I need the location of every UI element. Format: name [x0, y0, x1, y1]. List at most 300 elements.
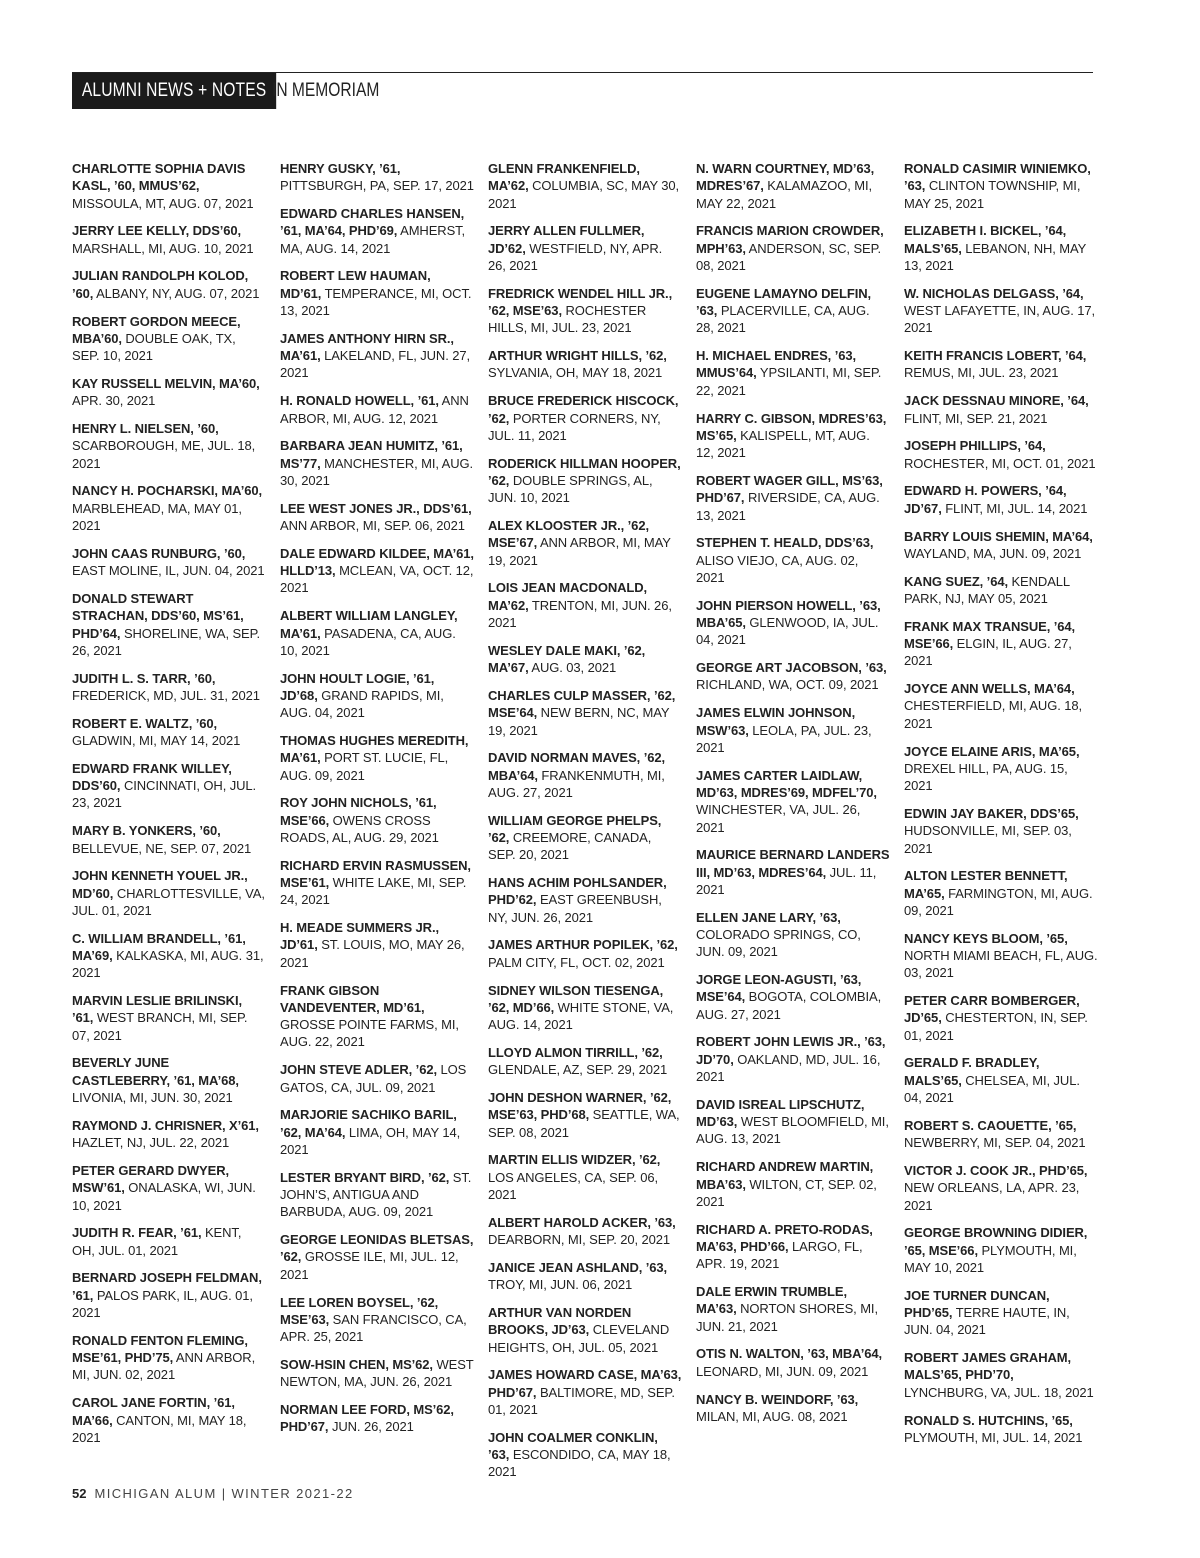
location-date: MARSHALL, MI, AUG. 10, 2021	[72, 240, 254, 256]
obituary-entry	[488, 517, 682, 569]
alumni-name: JORGE LEON-AGUSTI, ’63, MSE’64,	[696, 972, 862, 1005]
alumni-name: GEORGE ART JACOBSON, ’63,	[696, 660, 887, 676]
obituary-entry	[488, 749, 682, 801]
location-date: ANN ARBOR, MI, SEP. 06, 2021	[280, 518, 465, 534]
location-date: APR. 30, 2021	[72, 393, 156, 409]
alumni-name: DAVID ISREAL LIPSCHUTZ, MD’63,	[696, 1096, 865, 1130]
location-date: RICHLAND, WA, OCT. 09, 2021	[696, 677, 879, 693]
location-date: RIVERSIDE, CA, AUG. 13, 2021	[696, 490, 880, 523]
location-date: ST. JOHN’S, ANTIGUA AND BARBUDA, AUG. 09, 2021	[280, 1169, 472, 1220]
obituary-entry	[488, 1429, 682, 1481]
location-date: KENDALL PARK, NJ, MAY 05, 2021	[904, 573, 1070, 606]
location-date: PALOS PARK, IL, AUG. 01, 2021	[72, 1287, 253, 1321]
alumni-name: EDWARD FRANK WILLEY, DDS’60,	[72, 760, 232, 794]
alumni-name: FRANK GIBSON VANDEVENTER, MD’61,	[280, 982, 425, 1015]
obituary-entry	[72, 992, 266, 1044]
obituary-entry	[904, 743, 1098, 795]
location-date: LEONARD, MI, JUN. 09, 2021	[696, 1363, 869, 1379]
alumni-name: HENRY L. NIELSEN, ’60,	[72, 421, 219, 437]
alumni-name: BRUCE FREDERICK HISCOCK, ’62,	[488, 393, 679, 426]
alumni-name: THOMAS HUGHES MEREDITH, MA’61,	[280, 733, 469, 766]
location-date: MCLEAN, VA, OCT. 12, 2021	[280, 563, 474, 596]
alumni-name: EUGENE LAMAYNO DELFIN, ’63,	[696, 285, 872, 319]
obituary-entry	[72, 1394, 266, 1446]
alumni-name: GERALD F. BRADLEY, MALS’65,	[904, 1055, 1040, 1088]
obituary-entry	[280, 857, 474, 909]
alumni-name: GLENN FRANKENFIELD, MA’62,	[488, 161, 640, 194]
location-date: EAST GREENBUSH, NY, JUN. 26, 2021	[488, 892, 662, 925]
obituary-entry	[904, 1224, 1098, 1276]
obituary-entry	[696, 1283, 890, 1335]
location-date: SYLVANIA, OH, MAY 18, 2021	[488, 365, 663, 381]
alumni-name: LEE WEST JONES JR., DDS’61,	[280, 500, 472, 516]
obituary-entry	[696, 767, 890, 836]
obituary-entry	[904, 805, 1098, 857]
alumni-name: MARY B. YONKERS, ’60,	[72, 823, 221, 839]
location-date: PORT ST. LUCIE, FL, AUG. 09, 2021	[280, 750, 449, 783]
location-date: NEW ORLEANS, LA, APR. 23, 2021	[904, 1180, 1080, 1213]
obituary-entry	[280, 1294, 474, 1346]
location-date: LIMA, OH, MAY 14, 2021	[280, 1124, 461, 1157]
alumni-name: LESTER BRYANT BIRD, ’62,	[280, 1169, 450, 1185]
location-date: PORTER CORNERS, NY, JUL. 11, 2021	[488, 410, 661, 443]
location-date: SCARBOROUGH, ME, JUL. 18, 2021	[72, 438, 256, 471]
location-date: AUG. 03, 2021	[531, 660, 617, 676]
obituary-entry	[280, 919, 474, 971]
location-date: MARBLEHEAD, MA, MAY 01, 2021	[72, 500, 242, 534]
alumni-name: JOHN DESHON WARNER, ’62, MSE’63, PHD’68,	[488, 1090, 672, 1123]
location-date: AMHERST, MA, AUG. 14, 2021	[280, 223, 466, 256]
obituary-entry	[72, 590, 266, 659]
location-date: REMUS, MI, JUL. 23, 2021	[904, 365, 1059, 381]
location-date: NORTH MIAMI BEACH, FL, AUG. 03, 2021	[904, 947, 1098, 981]
obituary-entry	[280, 670, 474, 722]
location-date: GROSSE POINTE FARMS, MI, AUG. 22, 2021	[280, 1017, 459, 1050]
obituary-entry	[696, 222, 890, 274]
location-date: PLYMOUTH, MI, MAY 10, 2021	[904, 1242, 1077, 1275]
obituary-entry	[280, 545, 474, 597]
obituary-entry	[696, 1033, 890, 1085]
location-date: CHESTERFIELD, MI, AUG. 18, 2021	[904, 698, 1082, 731]
obituary-entry	[72, 222, 266, 257]
alumni-name: RICHARD ANDREW MARTIN, MBA’63,	[696, 1159, 874, 1192]
location-date: ONALASKA, WI, JUN. 10, 2021	[72, 1180, 256, 1213]
location-date: EAST MOLINE, IL, JUN. 04, 2021	[72, 563, 265, 579]
location-date: CHARLOTTESVILLE, VA, JUL. 01, 2021	[72, 885, 265, 918]
obituary-entry	[904, 482, 1098, 517]
obituary-entry	[696, 160, 890, 212]
obituary-entry	[488, 642, 682, 677]
obituary-entry	[280, 794, 474, 846]
location-date: CINCINNATI, OH, JUL. 23, 2021	[72, 778, 257, 811]
obituary-entry	[72, 313, 266, 365]
obituary-entry	[488, 347, 682, 382]
location-date: FRANKENMUTH, MI, AUG. 27, 2021	[488, 767, 665, 800]
location-date: WILTON, CT, SEP. 02, 2021	[696, 1176, 877, 1209]
alumni-name: JOHN PIERSON HOWELL, ’63, MBA’65,	[696, 597, 881, 631]
location-date: ANDERSON, SC, SEP. 08, 2021	[696, 240, 882, 273]
alumni-name: ROBERT E. WALTZ, ’60,	[72, 715, 218, 731]
location-date: GROSSE ILE, MI, JUL. 12, 2021	[280, 1249, 459, 1282]
alumni-name: PETER GERARD DWYER, MSW’61,	[72, 1162, 230, 1196]
alumni-name: STEPHEN T. HEALD, DDS’63,	[696, 535, 874, 551]
alumni-name: FRANK MAX TRANSUE, ’64, MSE’66,	[904, 618, 1076, 652]
obituary-entry	[904, 1412, 1098, 1447]
location-date: TEMPERANCE, MI, OCT. 13, 2021	[280, 285, 472, 319]
alumni-name: EDWARD CHARLES HANSEN, ’61, MA’64, PHD’69,	[280, 206, 465, 239]
alumni-name: BEVERLY JUNE CASTLEBERRY, ’61, MA’68,	[72, 1055, 239, 1088]
alumni-name: JUDITH R. FEAR, ’61,	[72, 1225, 202, 1241]
alumni-name: JOSEPH PHILLIPS, ’64,	[904, 438, 1046, 454]
alumni-name: WESLEY DALE MAKI, ’62, MA’67,	[488, 642, 646, 676]
alumni-name: JAMES HOWARD CASE, MA’63, PHD’67,	[488, 1367, 682, 1400]
obituary-entry	[488, 1304, 682, 1356]
alumni-name: CAROL JANE FORTIN, ’61, MA’66,	[72, 1395, 235, 1428]
obituary-entry	[904, 347, 1098, 382]
location-date: ANN ARBOR, MI, JUN. 02, 2021	[72, 1350, 256, 1383]
page-header	[72, 72, 1093, 109]
alumni-name: DONALD STEWART STRACHAN, DDS’60, MS’61, PHD’64,	[72, 590, 244, 641]
alumni-name: OTIS N. WALTON, ’63, MBA’64,	[696, 1346, 882, 1362]
obituary-entry	[280, 437, 474, 489]
location-date: PLACERVILLE, CA, AUG. 28, 2021	[696, 303, 870, 336]
location-date: FARMINGTON, MI, AUG. 09, 2021	[904, 885, 1093, 918]
alumni-name: RONALD FENTON FLEMING, MSE’61, PHD’75,	[72, 1332, 248, 1366]
obituary-entry	[280, 732, 474, 784]
alumni-name: ROBERT JAMES GRAHAM, MALS’65, PHD’70,	[904, 1350, 1072, 1383]
obituary-entry	[488, 160, 682, 212]
location-date: LIVONIA, MI, JUN. 30, 2021	[72, 1090, 233, 1106]
obituary-entry	[904, 1162, 1098, 1214]
obituary-columns	[72, 160, 1102, 1480]
location-date: WHITE STONE, VA, AUG. 14, 2021	[488, 999, 674, 1033]
obituary-entry	[72, 1054, 266, 1106]
obituary-entry	[72, 715, 266, 750]
alumni-name: JANICE JEAN ASHLAND, ’63,	[488, 1259, 668, 1275]
obituary-entry	[488, 1214, 682, 1249]
alumni-name: LEE LOREN BOYSEL, ’62, MSE’63,	[280, 1294, 439, 1327]
location-date: GRAND RAPIDS, MI, AUG. 04, 2021	[280, 687, 444, 721]
location-date: TERRE HAUTE, IN, JUN. 04, 2021	[904, 1305, 1070, 1338]
alumni-name: JOHN KENNETH YOUEL JR., MD’60,	[72, 868, 248, 901]
alumni-name: RODERICK HILLMAN HOOPER, ’62,	[488, 455, 681, 488]
location-date: KALISPELL, MT, AUG. 12, 2021	[696, 427, 870, 461]
obituary-entry	[488, 455, 682, 507]
location-date: KALAMAZOO, MI, MAY 22, 2021	[696, 178, 873, 211]
alumni-name: ROY JOHN NICHOLS, ’61, MSE’66,	[280, 795, 437, 828]
alumni-name: N. WARN COURTNEY, MD’63, MDRES’67,	[696, 161, 875, 194]
obituary-entry	[696, 1221, 890, 1273]
location-date: YPSILANTI, MI, SEP. 22, 2021	[696, 365, 882, 398]
obituary-entry	[488, 222, 682, 274]
alumni-name: JACK DESSNAU MINORE, ’64,	[904, 393, 1089, 409]
obituary-entry	[72, 482, 266, 534]
alumni-name: JOHN STEVE ADLER, ’62,	[280, 1062, 437, 1078]
obituary-column	[904, 160, 1098, 1450]
alumni-name: HANS ACHIM POHLSANDER, PHD’62,	[488, 875, 667, 908]
alumni-name: JAMES ARTHUR POPILEK, ’62,	[488, 937, 678, 953]
location-date: LAKELAND, FL, JUN. 27, 2021	[280, 348, 471, 381]
obituary-entry	[904, 680, 1098, 732]
location-date: PITTSBURGH, PA, SEP. 17, 2021	[280, 178, 474, 194]
alumni-name: JOYCE ELAINE ARIS, MA’65,	[904, 743, 1080, 759]
obituary-entry	[696, 971, 890, 1023]
obituary-entry	[72, 760, 266, 812]
obituary-entry	[72, 670, 266, 705]
alumni-name: JERRY ALLEN FULLMER, JD’62,	[488, 223, 645, 256]
alumni-name: EDWIN JAY BAKER, DDS’65,	[904, 805, 1079, 821]
alumni-name: RONALD S. HUTCHINS, ’65,	[904, 1412, 1073, 1428]
alumni-name: RICHARD ERVIN RASMUSSEN, MSE’61,	[280, 857, 471, 891]
section-title: IN MEMORIAM	[272, 80, 380, 101]
obituary-entry	[280, 1401, 474, 1436]
section-label: ALUMNI NEWS + NOTES	[72, 73, 276, 109]
location-date: BELLEVUE, NE, SEP. 07, 2021	[72, 840, 252, 856]
alumni-name: NORMAN LEE FORD, MS’62, PHD’67,	[280, 1402, 454, 1435]
obituary-entry	[72, 930, 266, 982]
alumni-name: JOYCE ANN WELLS, MA’64,	[904, 681, 1075, 697]
obituary-entry	[280, 160, 474, 195]
obituary-entry	[904, 222, 1098, 274]
location-date: DOUBLE SPRINGS, AL, JUN. 10, 2021	[488, 472, 653, 506]
obituary-entry	[904, 618, 1098, 670]
obituary-entry	[488, 812, 682, 864]
obituary-entry	[696, 909, 890, 961]
obituary-entry	[488, 579, 682, 631]
obituary-entry	[72, 822, 266, 857]
obituary-entry	[696, 410, 890, 462]
location-date: JUN. 26, 2021	[331, 1419, 414, 1435]
location-date: DREXEL HILL, PA, AUG. 15, 2021	[904, 760, 1068, 794]
obituary-entry	[72, 1162, 266, 1214]
alumni-name: MARJORIE SACHIKO BARIL, ’62, MA’64,	[280, 1107, 457, 1140]
alumni-name: FRANCIS MARION CROWDER, MPH’63,	[696, 223, 884, 256]
obituary-entry	[280, 1106, 474, 1158]
obituary-entry	[904, 992, 1098, 1044]
alumni-name: NANCY KEYS BLOOM, ’65,	[904, 930, 1068, 946]
location-date: SEATTLE, WA, SEP. 08, 2021	[488, 1107, 680, 1140]
location-date: LOS ANGELES, CA, SEP. 06, 2021	[488, 1169, 658, 1203]
obituary-entry	[696, 704, 890, 756]
location-date: PALM CITY, FL, OCT. 02, 2021	[488, 954, 665, 970]
alumni-name: H. MICHAEL ENDRES, ’63, MMUS’64,	[696, 348, 856, 381]
obituary-entry	[696, 534, 890, 586]
obituary-entry	[488, 285, 682, 337]
obituary-entry	[696, 347, 890, 399]
alumni-name: WILLIAM GEORGE PHELPS, ’62,	[488, 812, 662, 845]
location-date: ANN ARBOR, MI, MAY 19, 2021	[488, 535, 671, 568]
location-date: GLENDALE, AZ, SEP. 29, 2021	[488, 1062, 668, 1078]
location-date: LYNCHBURG, VA, JUL. 18, 2021	[904, 1384, 1094, 1400]
obituary-entry	[696, 597, 890, 649]
alumni-name: ROBERT JOHN LEWIS JR., ’63, JD’70,	[696, 1034, 886, 1067]
alumni-name: KEITH FRANCIS LOBERT, ’64,	[904, 348, 1087, 364]
alumni-name: W. NICHOLAS DELGASS, ’64,	[904, 285, 1084, 301]
alumni-name: C. WILLIAM BRANDELL, ’61, MA’69,	[72, 930, 246, 963]
alumni-name: ALBERT HAROLD ACKER, ’63,	[488, 1214, 676, 1230]
obituary-entry	[488, 1151, 682, 1203]
alumni-name: JOHN CAAS RUNBURG, ’60,	[72, 545, 246, 561]
location-date: LEBANON, NH, MAY 13, 2021	[904, 240, 1086, 273]
alumni-name: ROBERT GORDON MEECE, MBA’60,	[72, 313, 241, 346]
location-date: MISSOULA, MT, AUG. 07, 2021	[72, 195, 254, 211]
obituary-entry	[904, 1117, 1098, 1152]
location-date: PASADENA, CA, AUG. 10, 2021	[280, 625, 456, 658]
obituary-entry	[696, 1345, 890, 1380]
obituary-entry	[488, 1366, 682, 1418]
location-date: ESCONDIDO, CA, MAY 18, 2021	[488, 1447, 671, 1480]
location-date: DOUBLE OAK, TX, SEP. 10, 2021	[72, 330, 236, 364]
obituary-entry	[280, 982, 474, 1051]
obituary-entry	[904, 285, 1098, 337]
location-date: COLORADO SPRINGS, CO, JUN. 09, 2021	[696, 926, 861, 960]
location-date: CHELSEA, MI, JUL. 04, 2021	[904, 1072, 1080, 1106]
location-date: CLINTON TOWNSHIP, MI, MAY 25, 2021	[904, 178, 1081, 211]
alumni-name: JOE TURNER DUNCAN, PHD’65,	[904, 1287, 1050, 1321]
obituary-entry	[280, 1169, 474, 1221]
alumni-name: RAYMOND J. CHRISNER, X’61,	[72, 1117, 259, 1133]
obituary-column	[696, 160, 890, 1450]
obituary-entry	[72, 1269, 266, 1321]
location-date: LEOLA, PA, JUL. 23, 2021	[696, 722, 872, 755]
alumni-name: HENRY GUSKY, ’61,	[280, 161, 401, 176]
location-date: GLADWIN, MI, MAY 14, 2021	[72, 733, 241, 749]
alumni-name: ELIZABETH I. BICKEL, ’64, MALS’65,	[904, 223, 1067, 256]
alumni-name: LLOYD ALMON TIRRILL, ’62,	[488, 1044, 663, 1060]
alumni-name: KAY RUSSELL MELVIN, MA’60,	[72, 375, 260, 391]
location-date: FLINT, MI, JUL. 14, 2021	[945, 500, 1088, 516]
obituary-column	[72, 160, 266, 1450]
page-number: 52	[72, 1486, 87, 1501]
location-date: OAKLAND, MD, JUL. 16, 2021	[696, 1051, 881, 1085]
obituary-entry	[488, 874, 682, 926]
obituary-entry	[280, 330, 474, 382]
obituary-entry	[280, 607, 474, 659]
location-date: WEST BRANCH, MI, SEP. 07, 2021	[72, 1010, 248, 1043]
obituary-entry	[72, 867, 266, 919]
alumni-name: PETER CARR BOMBERGER, JD’65,	[904, 993, 1080, 1026]
obituary-entry	[904, 528, 1098, 563]
alumni-name: JOHN HOULT LOGIE, ’61, JD’68,	[280, 670, 435, 703]
alumni-name: H. MEADE SUMMERS JR., JD’61,	[280, 920, 439, 953]
location-date: MANCHESTER, MI, AUG. 30, 2021	[280, 455, 474, 488]
alumni-name: VICTOR J. COOK JR., PHD’65,	[904, 1162, 1088, 1178]
obituary-entry	[488, 1089, 682, 1141]
obituary-entry	[488, 392, 682, 444]
alumni-name: ELLEN JANE LARY, ’63,	[696, 909, 841, 925]
location-date: ROCHESTER HILLS, MI, JUL. 23, 2021	[488, 303, 647, 336]
location-date: WHITE LAKE, MI, SEP. 24, 2021	[280, 875, 467, 908]
alumni-name: CHARLOTTE SOPHIA DAVIS KASL, ’60, MMUS’62,	[72, 161, 246, 194]
location-date: ANN ARBOR, MI, AUG. 12, 2021	[280, 393, 469, 426]
obituary-entry	[696, 1096, 890, 1148]
location-date: ALISO VIEJO, CA, AUG. 02, 2021	[696, 552, 859, 585]
location-date: PLYMOUTH, MI, JUL. 14, 2021	[904, 1429, 1083, 1445]
alumni-name: DAVID NORMAN MAVES, ’62, MBA’64,	[488, 750, 665, 783]
alumni-name: SOW-HSIN CHEN, MS’62,	[280, 1356, 433, 1372]
location-date: KALKASKA, MI, AUG. 31, 2021	[72, 947, 264, 981]
alumni-name: ALEX KLOOSTER JR., ’62, MSE’67,	[488, 518, 649, 551]
location-date: CLEVELAND HEIGHTS, OH, JUL. 05, 2021	[488, 1322, 670, 1355]
obituary-entry	[904, 1054, 1098, 1106]
obituary-entry	[904, 392, 1098, 427]
obituary-entry	[72, 267, 266, 302]
obituary-entry	[488, 982, 682, 1034]
obituary-entry	[696, 1158, 890, 1210]
alumni-name: HARRY C. GIBSON, MDRES’63, MS’65,	[696, 410, 887, 443]
location-date: NORTON SHORES, MI, JUN. 21, 2021	[696, 1301, 878, 1334]
alumni-name: MARVIN LESLIE BRILINSKI, ’61,	[72, 993, 242, 1026]
obituary-entry	[904, 867, 1098, 919]
obituary-entry	[904, 1287, 1098, 1339]
alumni-name: NANCY H. POCHARSKI, MA’60,	[72, 483, 263, 499]
alumni-name: H. RONALD HOWELL, ’61,	[280, 393, 439, 409]
obituary-entry	[696, 659, 890, 694]
obituary-entry	[488, 687, 682, 739]
location-date: WAYLAND, MA, JUN. 09, 2021	[904, 545, 1082, 561]
location-date: FREDERICK, MD, JUL. 31, 2021	[72, 687, 260, 703]
alumni-name: JAMES ELWIN JOHNSON, MSW’63,	[696, 705, 856, 738]
obituary-entry	[696, 285, 890, 337]
location-date: LARGO, FL, APR. 19, 2021	[696, 1238, 863, 1272]
obituary-entry	[696, 846, 890, 898]
alumni-name: GEORGE LEONIDAS BLETSAS, ’62,	[280, 1232, 474, 1265]
obituary-entry	[280, 267, 474, 319]
obituary-entry	[280, 392, 474, 427]
alumni-name: RICHARD A. PRETO-RODAS, MA’63, PHD’66,	[696, 1221, 873, 1254]
alumni-name: GEORGE BROWNING DIDIER, ’65, MSE’66,	[904, 1225, 1088, 1258]
alumni-name: BARRY LOUIS SHEMIN, MA’64,	[904, 528, 1093, 544]
obituary-entry	[72, 375, 266, 410]
alumni-name: DALE EDWARD KILDEE, MA’61, HLLD’13,	[280, 545, 474, 579]
location-date: HAZLET, NJ, JUL. 22, 2021	[72, 1135, 230, 1151]
alumni-name: LOIS JEAN MACDONALD, MA’62,	[488, 580, 648, 613]
location-date: ALBANY, NY, AUG. 07, 2021	[96, 285, 260, 301]
alumni-name: SIDNEY WILSON TIESENGA, ’62, MD’66,	[488, 982, 664, 1015]
location-date: MILAN, MI, AUG. 08, 2021	[696, 1408, 848, 1424]
obituary-entry	[904, 930, 1098, 982]
alumni-name: ROBERT S. CAOUETTE, ’65,	[904, 1117, 1077, 1133]
alumni-name: MARTIN ELLIS WIDZER, ’62,	[488, 1152, 661, 1168]
obituary-entry	[280, 1356, 474, 1391]
alumni-name: ROBERT LEW HAUMAN, MD’61,	[280, 268, 431, 301]
obituary-entry	[904, 573, 1098, 608]
alumni-name: JAMES CARTER LAIDLAW, MD’63, MDRES’69, MDFEL’70,	[696, 767, 877, 800]
alumni-name: BARBARA JEAN HUMITZ, ’61, MS’77,	[280, 438, 463, 471]
location-date: SHORELINE, WA, SEP. 26, 2021	[72, 625, 261, 658]
obituary-entry	[696, 472, 890, 524]
alumni-name: BERNARD JOSEPH FELDMAN, ’61,	[72, 1270, 262, 1303]
obituary-entry	[488, 1044, 682, 1079]
location-date: NEWBERRY, MI, SEP. 04, 2021	[904, 1135, 1086, 1151]
alumni-name: JULIAN RANDOLPH KOLOD, ’60,	[72, 268, 249, 301]
location-date: LOS GATOS, CA, JUL. 09, 2021	[280, 1062, 467, 1095]
alumni-name: CHARLES CULP MASSER, ’62, MSE’64,	[488, 687, 676, 721]
obituary-entry	[904, 160, 1098, 212]
location-date: DEARBORN, MI, SEP. 20, 2021	[488, 1232, 671, 1248]
location-date: ELGIN, IL, AUG. 27, 2021	[904, 636, 1072, 669]
obituary-entry	[72, 1117, 266, 1152]
location-date: WEST LAFAYETTE, IN, AUG. 17, 2021	[904, 303, 1096, 336]
obituary-entry	[280, 1061, 474, 1096]
location-date: ROCHESTER, MI, OCT. 01, 2021	[904, 455, 1096, 471]
location-date: CREEMORE, CANADA, SEP. 20, 2021	[488, 830, 652, 863]
alumni-name: JOHN COALMER CONKLIN, ’63,	[488, 1429, 658, 1463]
publication-name: MICHIGAN ALUM | WINTER 2021-22	[94, 1486, 354, 1501]
alumni-name: ROBERT WAGER GILL, MS’63, PHD’67,	[696, 472, 883, 506]
location-date: WESTFIELD, NY, APR. 26, 2021	[488, 240, 663, 273]
alumni-name: EDWARD H. POWERS, ’64, JD’67,	[904, 483, 1067, 516]
